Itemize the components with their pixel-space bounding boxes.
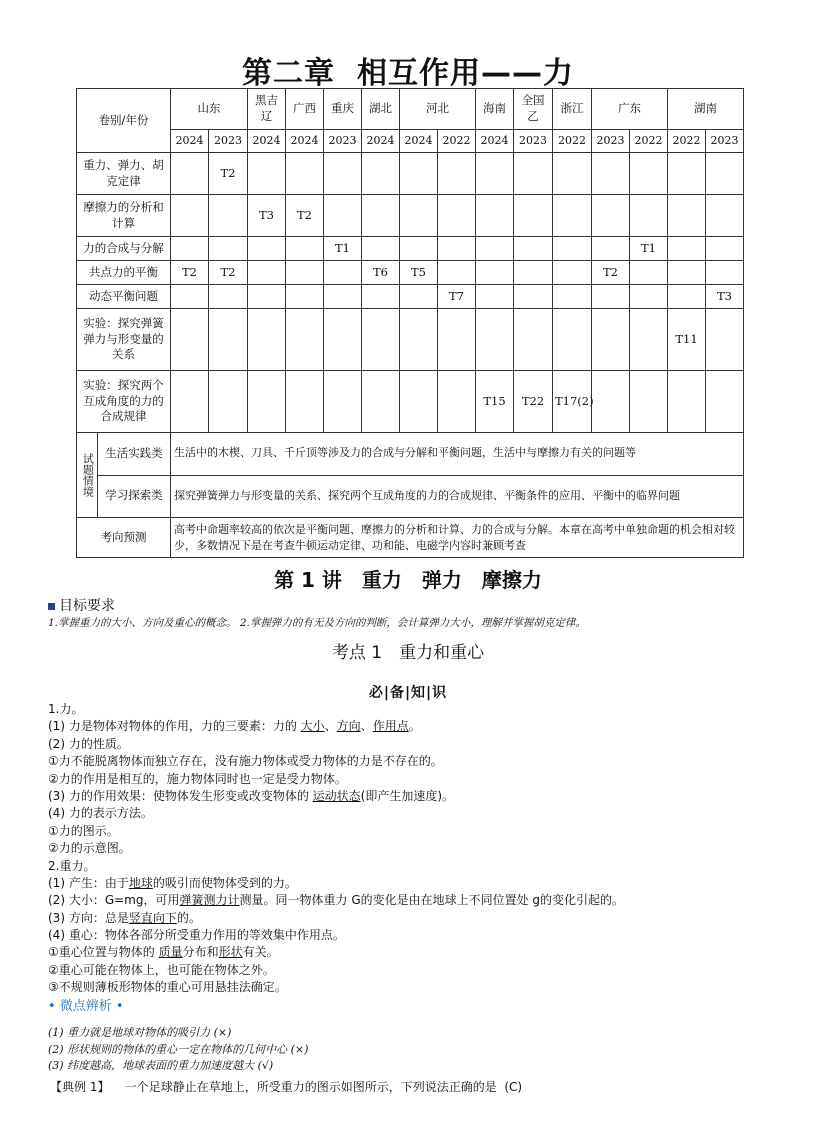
table-cell	[514, 153, 553, 195]
line-text: (1) 力是物体对物体的作用，力的三要素：力的	[48, 719, 301, 734]
chapter-number: 第二章	[242, 56, 335, 91]
year-header: 2022	[630, 130, 668, 153]
table-cell	[476, 237, 514, 261]
body-line	[48, 944, 778, 961]
table-cell	[400, 237, 438, 261]
table-cell	[630, 261, 668, 285]
body-line	[48, 979, 778, 996]
table-row	[77, 285, 744, 309]
province-header: 湖北	[362, 89, 400, 130]
table-cell	[209, 285, 248, 309]
table-cell	[286, 153, 324, 195]
table-cell	[171, 153, 209, 195]
micro-heading: • 微点辨析 •	[48, 999, 124, 1014]
table-cell	[668, 195, 706, 237]
table-cell	[630, 309, 668, 371]
line-text: 2.重力。	[48, 858, 96, 873]
body-line	[48, 858, 778, 875]
table-cell	[438, 153, 476, 195]
table-cell	[630, 153, 668, 195]
forecast-text: 高考中命题率较高的依次是平衡问题、摩擦力的分析和计算、力的合成与分解。本章在高考中单独命题的机会相对较少，多数情况下是在考查牛顿运动定律、功和能、电磁学内容时兼顾考查	[171, 518, 744, 558]
knowledge-body	[48, 701, 778, 997]
line-text: (2) 大小：G=mg，可用	[48, 893, 180, 908]
scenario-type-label: 生活实践类	[98, 433, 170, 476]
body-line	[48, 875, 778, 892]
scenario-text: 探究弹簧弹力与形变量的关系、探究两个互成角度的力的合成规律、平衡条件的应用、平衡中的临界问题	[171, 475, 744, 518]
micro-item: (3) 纬度越高，地球表面的重力加速度越大 (√)	[48, 1059, 274, 1072]
table-cell	[209, 371, 248, 433]
table-row	[77, 195, 744, 237]
table-cell	[706, 195, 744, 237]
table-cell	[630, 285, 668, 309]
table-cell	[400, 285, 438, 309]
line-text: (4) 重心：物体各部分所受重力作用的等效集中作用点。	[48, 928, 345, 943]
table-cell	[209, 195, 248, 237]
table-cell	[209, 237, 248, 261]
table-cell	[706, 237, 744, 261]
province-header: 浙江	[553, 89, 592, 130]
scenario-text: 生活中的木楔、刀具、千斤顶等涉及力的合成与分解和平衡问题，生活中与摩擦力有关的问题等	[171, 433, 744, 476]
table-cell	[400, 309, 438, 371]
table-cell: T7	[438, 285, 476, 309]
underlined-answer: 质量	[158, 945, 183, 960]
table-cell	[248, 153, 286, 195]
table-cell	[324, 285, 362, 309]
scenario-vertical-label: 试题情境	[77, 433, 98, 517]
table-cell	[668, 285, 706, 309]
body-line	[48, 736, 778, 753]
line-text: 、	[324, 719, 337, 734]
line-text: 、	[360, 719, 373, 734]
table-cell	[668, 237, 706, 261]
table-cell	[553, 153, 592, 195]
table-cell	[171, 309, 209, 371]
province-header: 湖南	[668, 89, 744, 130]
example-question	[50, 1078, 522, 1095]
line-text: ③不规则薄板形物体的重心可用悬挂法确定。	[48, 980, 287, 995]
table-cell	[592, 371, 630, 433]
table-cell	[514, 261, 553, 285]
table-cell	[476, 285, 514, 309]
table-cell	[514, 285, 553, 309]
goal-heading	[48, 595, 115, 615]
body-line	[48, 805, 778, 822]
table-cell	[592, 309, 630, 371]
table-cell: T2	[592, 261, 630, 285]
table-cell	[248, 285, 286, 309]
table-cell: T2	[171, 261, 209, 285]
table-cell	[553, 195, 592, 237]
year-header: 2024	[248, 130, 286, 153]
table-cell: T1	[324, 237, 362, 261]
province-header: 广东	[592, 89, 668, 130]
table-cell	[476, 153, 514, 195]
table-cell	[171, 371, 209, 433]
table-cell	[362, 309, 400, 371]
table-cell	[553, 237, 592, 261]
table-cell	[630, 371, 668, 433]
row-topic-label: 摩擦力的分析和计算	[77, 195, 171, 237]
table-cell	[362, 153, 400, 195]
table-cell: T6	[362, 261, 400, 285]
line-text: 的吸引而使物体受到的力。	[152, 875, 297, 890]
row-topic-label: 实验：探究弹簧弹力与形变量的关系	[77, 309, 171, 371]
body-line	[48, 701, 778, 718]
body-line	[48, 840, 778, 857]
province-header: 河北	[400, 89, 476, 130]
table-cell	[592, 195, 630, 237]
table-cell	[248, 261, 286, 285]
knowledge-heading: 必|备|知|识	[368, 685, 448, 701]
forecast-label: 考向预测	[77, 518, 171, 558]
table-cell	[514, 309, 553, 371]
table-cell	[362, 237, 400, 261]
table-cell: T5	[400, 261, 438, 285]
line-text: ①重心位置与物体的	[48, 945, 159, 960]
table-cell	[438, 237, 476, 261]
body-line	[48, 823, 778, 840]
lecture-title: 第 1 讲 重力 弹力 摩擦力	[274, 568, 542, 592]
table-cell	[400, 371, 438, 433]
goal-heading-text: 目标要求	[59, 598, 115, 614]
table-cell	[630, 195, 668, 237]
scenario-group-label	[77, 433, 171, 518]
year-header: 2024	[362, 130, 400, 153]
year-header: 2023	[706, 130, 744, 153]
line-text: ②力的示意图。	[48, 841, 131, 856]
table-row	[77, 261, 744, 285]
table-cell	[706, 371, 744, 433]
table-cell	[400, 195, 438, 237]
table-cell	[592, 153, 630, 195]
line-text: ①力的图示。	[48, 823, 119, 838]
table-cell	[171, 195, 209, 237]
table-cell	[668, 261, 706, 285]
table-corner-label: 卷别/年份	[77, 89, 171, 153]
line-text: 测量。同一物体重力 G的变化是由在地球上不同位置处 g的变化引起的。	[239, 893, 625, 908]
body-line	[48, 892, 778, 909]
table-cell	[553, 285, 592, 309]
table-cell	[324, 153, 362, 195]
table-cell	[476, 195, 514, 237]
table-cell: T2	[286, 195, 324, 237]
table-cell	[324, 371, 362, 433]
row-topic-label: 重力、弹力、胡克定律	[77, 153, 171, 195]
micro-item: (2) 形状规则的物体的重心一定在物体的几何中心 (×)	[48, 1042, 309, 1056]
body-line	[48, 927, 778, 944]
table-cell	[209, 309, 248, 371]
table-cell	[248, 371, 286, 433]
micro-list	[48, 1025, 308, 1075]
line-text: (即产生加速度)。	[360, 788, 455, 803]
year-header: 2023	[514, 130, 553, 153]
table-cell	[400, 153, 438, 195]
table-cell	[553, 261, 592, 285]
micro-item: (1) 重力就是地球对物体的吸引力 (×)	[48, 1026, 232, 1039]
table-cell	[286, 371, 324, 433]
table-cell	[324, 309, 362, 371]
body-line	[48, 771, 778, 788]
year-header: 2022	[553, 130, 592, 153]
table-cell	[286, 309, 324, 371]
underlined-answer: 大小	[300, 719, 325, 734]
table-cell	[438, 195, 476, 237]
underlined-answer: 方向	[336, 719, 361, 734]
line-text: (2) 力的性质。	[48, 736, 129, 751]
body-line	[48, 718, 778, 735]
table-cell: T22	[514, 371, 553, 433]
year-header: 2022	[668, 130, 706, 153]
table-cell: T2	[209, 153, 248, 195]
row-topic-label: 动态平衡问题	[77, 285, 171, 309]
example-label: 【典例 1】	[50, 1080, 110, 1094]
table-cell	[706, 153, 744, 195]
year-header: 2023	[324, 130, 362, 153]
row-topic-label: 实验：探究两个互成角度的力的合成规律	[77, 371, 171, 433]
line-text: ①力不能脱离物体而独立存在，没有施力物体或受力物体的力是不存在的。	[48, 754, 443, 769]
line-text: (1) 产生：由于	[48, 875, 129, 890]
line-text: 1.力。	[48, 702, 84, 716]
province-header: 黑吉辽	[248, 89, 286, 130]
province-header: 广西	[286, 89, 324, 130]
underlined-answer: 运动状态	[312, 788, 361, 803]
underlined-answer: 作用点	[372, 719, 409, 734]
chapter-title	[0, 48, 816, 92]
line-text: 的。	[176, 910, 201, 925]
table-cell	[248, 237, 286, 261]
line-text: (3) 方向：总是	[48, 910, 129, 925]
province-header: 山东	[171, 89, 248, 130]
scenario-type-label: 学习探索类	[105, 488, 163, 503]
table-cell	[438, 309, 476, 371]
year-header: 2023	[209, 130, 248, 153]
table-cell	[362, 285, 400, 309]
chapter-name: 相互作用——力	[357, 56, 574, 91]
year-header: 2024	[171, 130, 209, 153]
example-answer: (C)	[504, 1080, 523, 1094]
table-cell	[592, 237, 630, 261]
line-text: (3) 力的作用效果：使物体发生形变或改变物体的	[48, 788, 313, 803]
table-cell	[324, 261, 362, 285]
table-row	[77, 237, 744, 261]
table-cell	[171, 237, 209, 261]
square-bullet-icon	[48, 603, 55, 610]
table-row	[77, 309, 744, 371]
underlined-answer: 竖直向下	[128, 910, 177, 925]
table-cell	[171, 285, 209, 309]
table-cell	[286, 237, 324, 261]
table-cell	[248, 309, 286, 371]
table-cell: T11	[668, 309, 706, 371]
table-cell	[668, 371, 706, 433]
exam-distribution-table	[76, 88, 744, 558]
line-text: 。	[408, 719, 421, 734]
table-cell: T3	[248, 195, 286, 237]
row-topic-label: 力的合成与分解	[77, 237, 171, 261]
table-cell: T2	[209, 261, 248, 285]
body-line	[48, 753, 778, 770]
table-cell	[592, 285, 630, 309]
line-text: (4) 力的表示方法。	[48, 806, 153, 821]
province-header: 全国乙	[514, 89, 553, 130]
table-cell	[362, 195, 400, 237]
province-header: 海南	[476, 89, 514, 130]
table-cell	[668, 153, 706, 195]
kaodian-title: 考点 1 重力和重心	[331, 643, 485, 663]
table-cell: T1	[630, 237, 668, 261]
table-cell	[514, 237, 553, 261]
table-cell	[476, 261, 514, 285]
row-topic-label: 共点力的平衡	[77, 261, 171, 285]
table-cell	[324, 195, 362, 237]
table-cell: T17(2)	[553, 371, 592, 433]
underlined-answer: 弹簧测力计	[179, 893, 240, 908]
province-header: 重庆	[324, 89, 362, 130]
year-header: 2024	[476, 130, 514, 153]
table-cell	[438, 261, 476, 285]
table-row	[77, 371, 744, 433]
year-header: 2023	[592, 130, 630, 153]
goal-text: 1.掌握重力的大小、方向及重心的概念。 2.掌握弹力的有无及方向的判断，会计算弹力大小，理解并掌握胡克定律。	[48, 617, 586, 629]
line-text: 分布和	[182, 945, 219, 960]
body-line	[48, 962, 778, 979]
table-cell	[476, 309, 514, 371]
year-header: 2024	[400, 130, 438, 153]
body-line	[48, 910, 778, 927]
example-text: 一个足球静止在草地上，所受重力的图示如图所示，下列说法正确的是	[124, 1080, 497, 1094]
year-header: 2024	[286, 130, 324, 153]
line-text: 有关。	[242, 945, 279, 960]
table-cell	[706, 261, 744, 285]
table-cell	[286, 285, 324, 309]
table-cell	[438, 371, 476, 433]
table-row	[77, 153, 744, 195]
body-line	[48, 788, 778, 805]
table-cell: T3	[706, 285, 744, 309]
table-cell	[514, 195, 553, 237]
underlined-answer: 形状	[218, 945, 243, 960]
underlined-answer: 地球	[128, 875, 153, 890]
table-cell	[553, 309, 592, 371]
line-text: ②力的作用是相互的，施力物体同时也一定是受力物体。	[48, 771, 347, 786]
line-text: ②重心可能在物体上，也可能在物体之外。	[48, 962, 275, 977]
table-cell: T15	[476, 371, 514, 433]
year-header: 2022	[438, 130, 476, 153]
table-cell	[706, 309, 744, 371]
table-cell	[286, 261, 324, 285]
table-cell	[362, 371, 400, 433]
